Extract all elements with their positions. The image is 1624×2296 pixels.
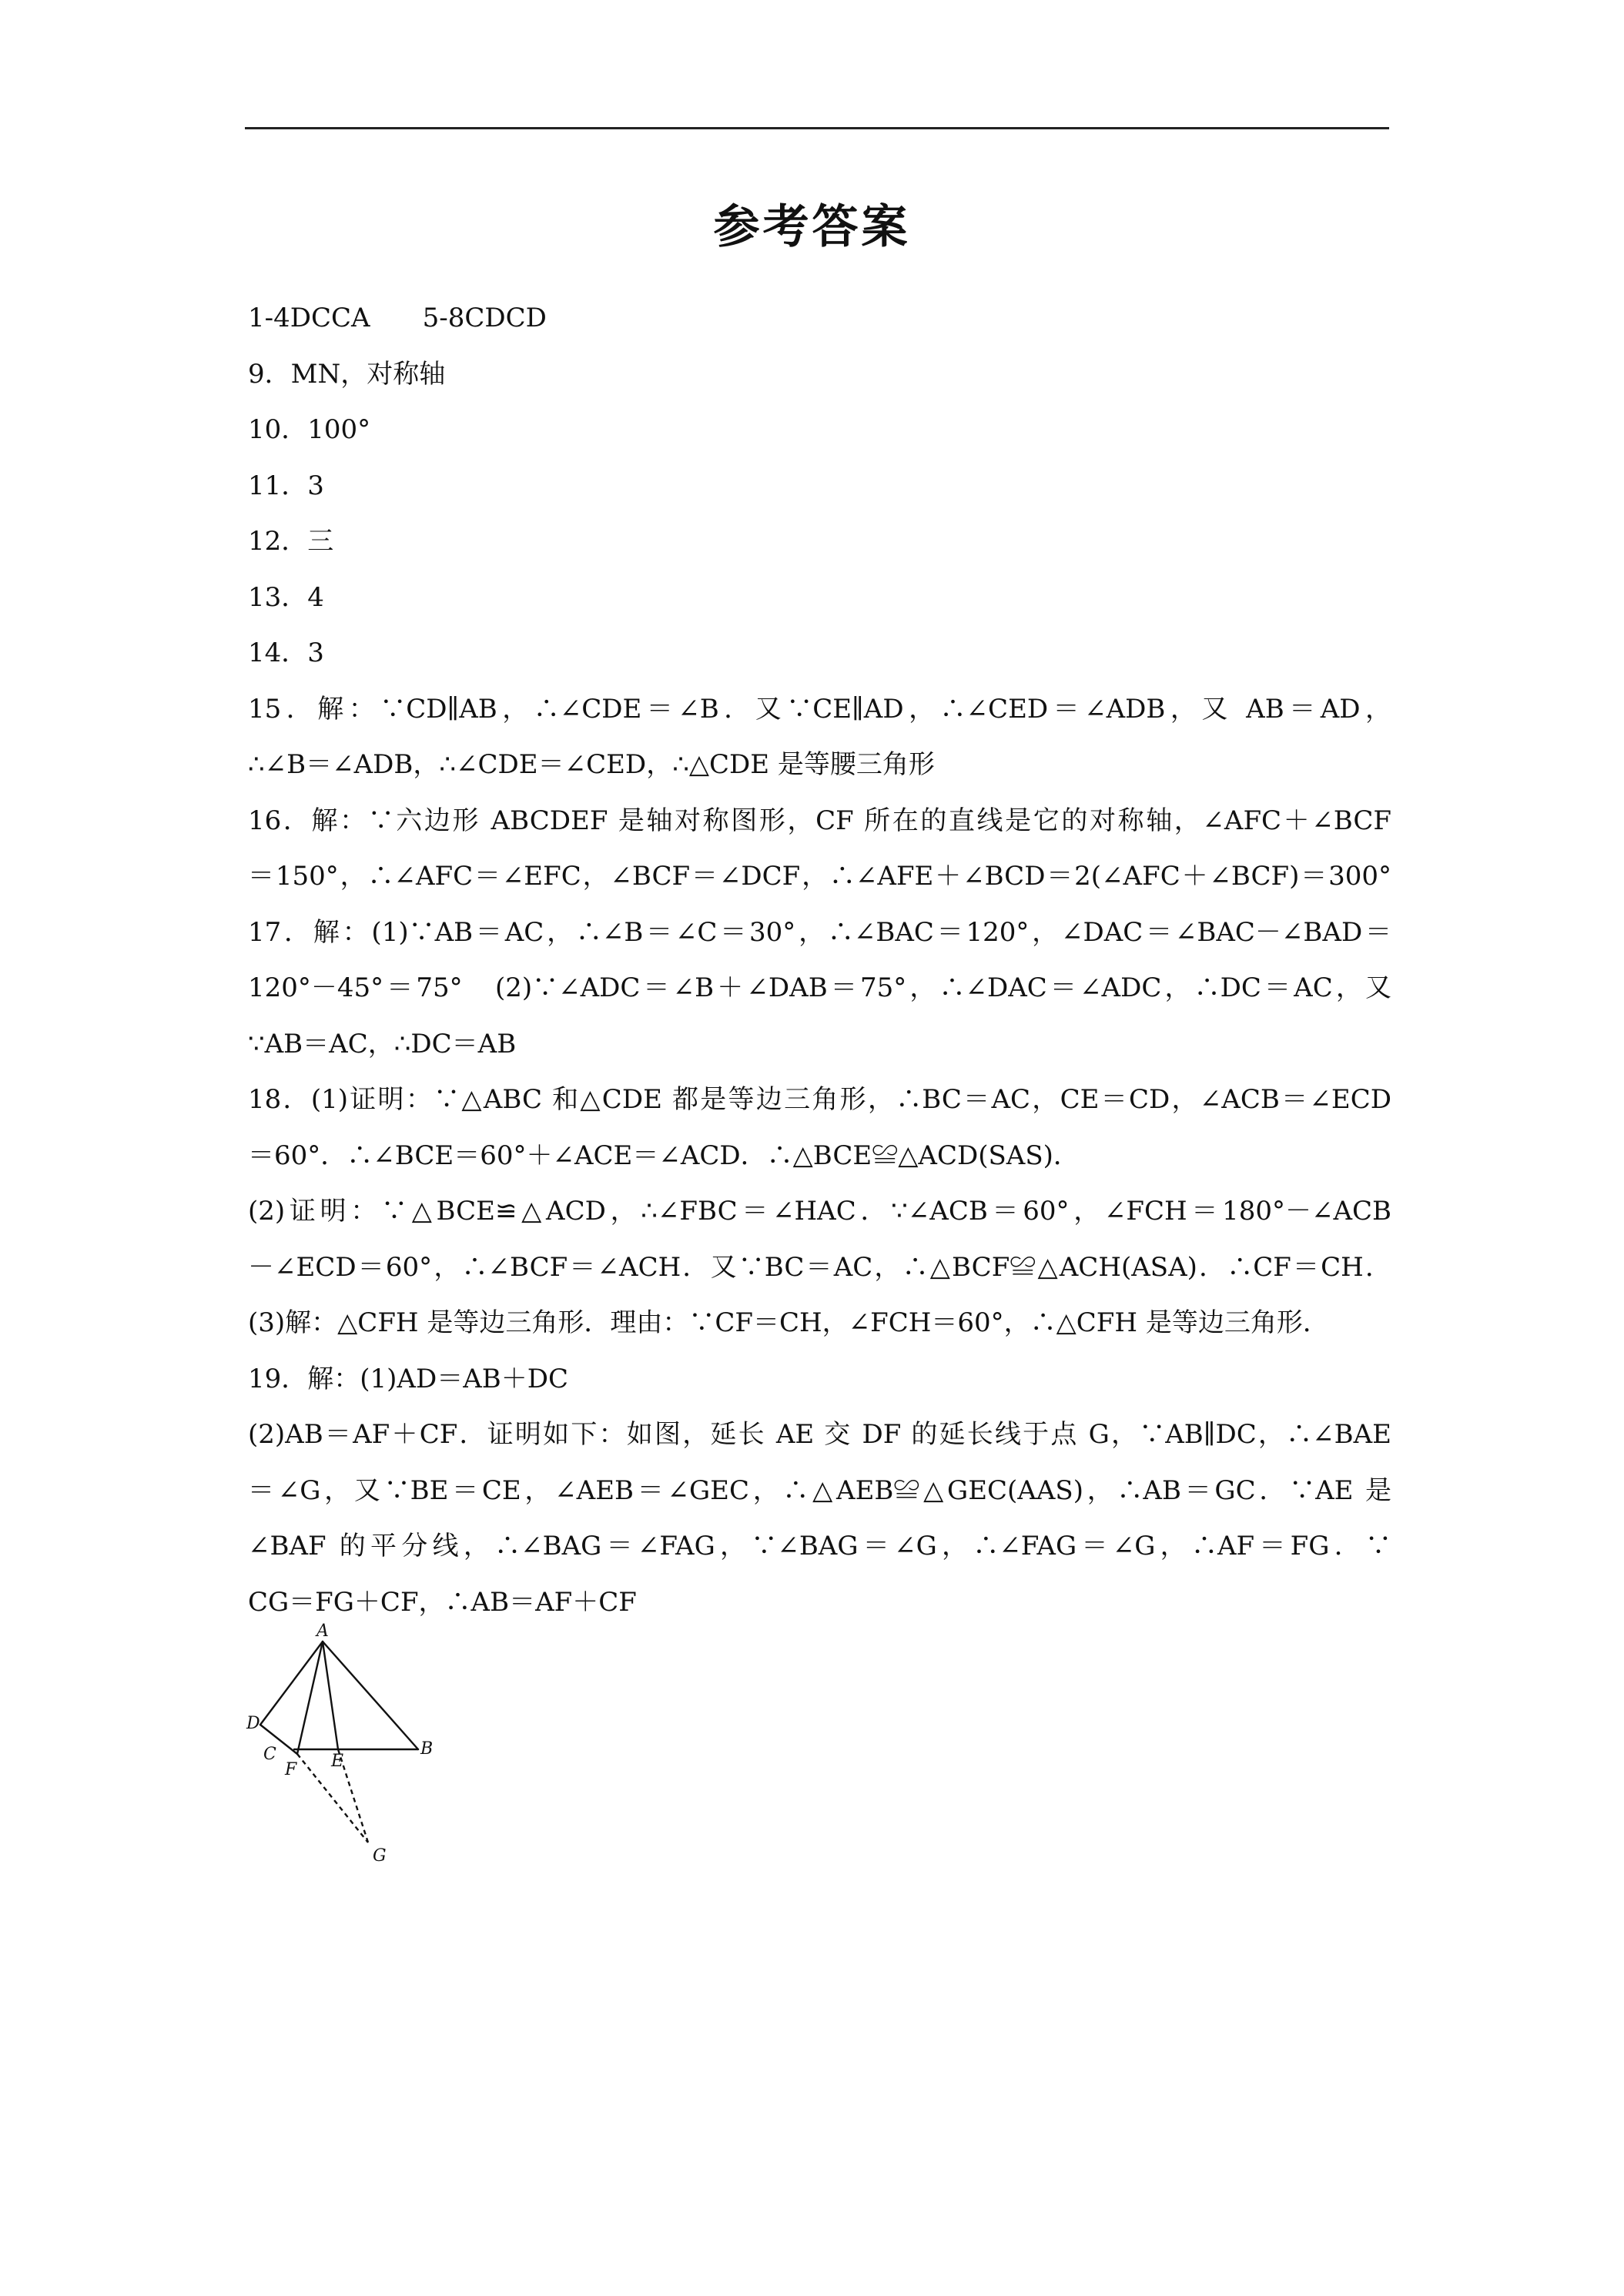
answer-line-19c: ＝∠G，又∵BE＝CE，∠AEB＝∠GEC，∴△AEB≌△GEC(AAS)，∴AB＝GC．∵AE 是 (248, 1474, 1391, 1506)
geometry-figure-svg (243, 1621, 444, 1867)
label-point-D: D (246, 1714, 260, 1733)
label-point-C: C (263, 1745, 276, 1764)
segment-AB (323, 1642, 418, 1749)
answer-body (248, 290, 1391, 1630)
answer-line-17a: 17．解：(1)∵AB＝AC，∴∠B＝∠C＝30°，∴∠BAC＝120°，∠DAC＝∠BAC－∠BAD＝ (248, 916, 1391, 948)
label-point-A: A (316, 1622, 329, 1641)
answer-line-18e: (3)解：△CFH 是等边三角形．理由：∵CF＝CH，∠FCH＝60°，∴△CFH 是等边三角形． (248, 1307, 1329, 1338)
answer-line-13: 13．4 (248, 581, 324, 613)
header-rule (245, 127, 1389, 129)
answer-line-19e: CG＝FG＋CF，∴AB＝AF＋CF (248, 1586, 637, 1618)
label-point-E: E (331, 1752, 344, 1771)
answer-line-mc: 1-4DCCA 5-8CDCD (248, 303, 547, 333)
answer-line-16a: 16．解：∵六边形 ABCDEF 是轴对称图形，CF 所在的直线是它的对称轴，∠AFC＋∠BCF (248, 805, 1391, 836)
answer-line-10: 10．100° (248, 414, 371, 445)
answer-line-16b: ＝150°，∴∠AFC＝∠EFC，∠BCF＝∠DCF，∴∠AFE＋∠BCD＝2(∠AFC＋∠BCF)＝300° (248, 861, 1391, 892)
answer-line-9: 9．MN，对称轴 (248, 358, 446, 390)
answer-line-11: 11．3 (248, 470, 324, 501)
answer-line-17b: 120°－45°＝75° (2)∵∠ADC＝∠B＋∠DAB＝75°，∴∠DAC＝∠ADC，∴DC＝AC，又 (248, 972, 1391, 1003)
label-point-F: F (285, 1760, 297, 1779)
answer-line-19b: (2)AB＝AF＋CF．证明如下：如图，延长 AE 交 DF 的延长线于点 G，∵AB∥DC，∴∠BAE (248, 1419, 1391, 1450)
answer-line-19d: ∠BAF 的平分线，∴∠BAG＝∠FAG，∵∠BAG＝∠G，∴∠FAG＝∠G，∴AF＝FG．∵ (248, 1531, 1391, 1561)
answer-line-19a: 19．解：(1)AD＝AB＋DC (248, 1363, 569, 1394)
answer-line-18a: 18．(1)证明：∵△ABC 和△CDE 都是等边三角形，∴BC＝AC，CE＝CD，∠ACB＝∠ECD (248, 1084, 1391, 1115)
answer-line-12: 12．三 (248, 526, 334, 557)
answer-line-17c: ∵AB＝AC，∴DC＝AB (248, 1028, 517, 1059)
answer-line-15a: 15．解：∵CD∥AB，∴∠CDE＝∠B．又∵CE∥AD，∴∠CED＝∠ADB，又 AB＝AD， (248, 693, 1391, 725)
answer-line-14: 14．3 (248, 638, 324, 668)
answer-line-18c: (2)证明：∵△BCE≌△ACD，∴∠FBC＝∠HAC．∵∠ACB＝60°，∠FCH＝180°－∠ACB (248, 1196, 1391, 1227)
geometry-figure (243, 1621, 444, 1867)
page-title: 参考答案 (713, 200, 911, 254)
answer-line-18d: －∠ECD＝60°，∴∠BCF＝∠ACH．又∵BC＝AC，∴△BCF≌△ACH(ASA)．∴CF＝CH． (248, 1251, 1391, 1283)
answer-line-18b: ＝60°．∴∠BCE＝60°＋∠ACE＝∠ACD．∴△BCE≌△ACD(SAS)． (248, 1140, 1080, 1171)
answer-line-15b: ∴∠B＝∠ADB，∴∠CDE＝∠CED，∴△CDE 是等腰三角形 (248, 749, 935, 780)
label-point-G: G (373, 1846, 387, 1866)
label-point-B: B (420, 1739, 434, 1759)
